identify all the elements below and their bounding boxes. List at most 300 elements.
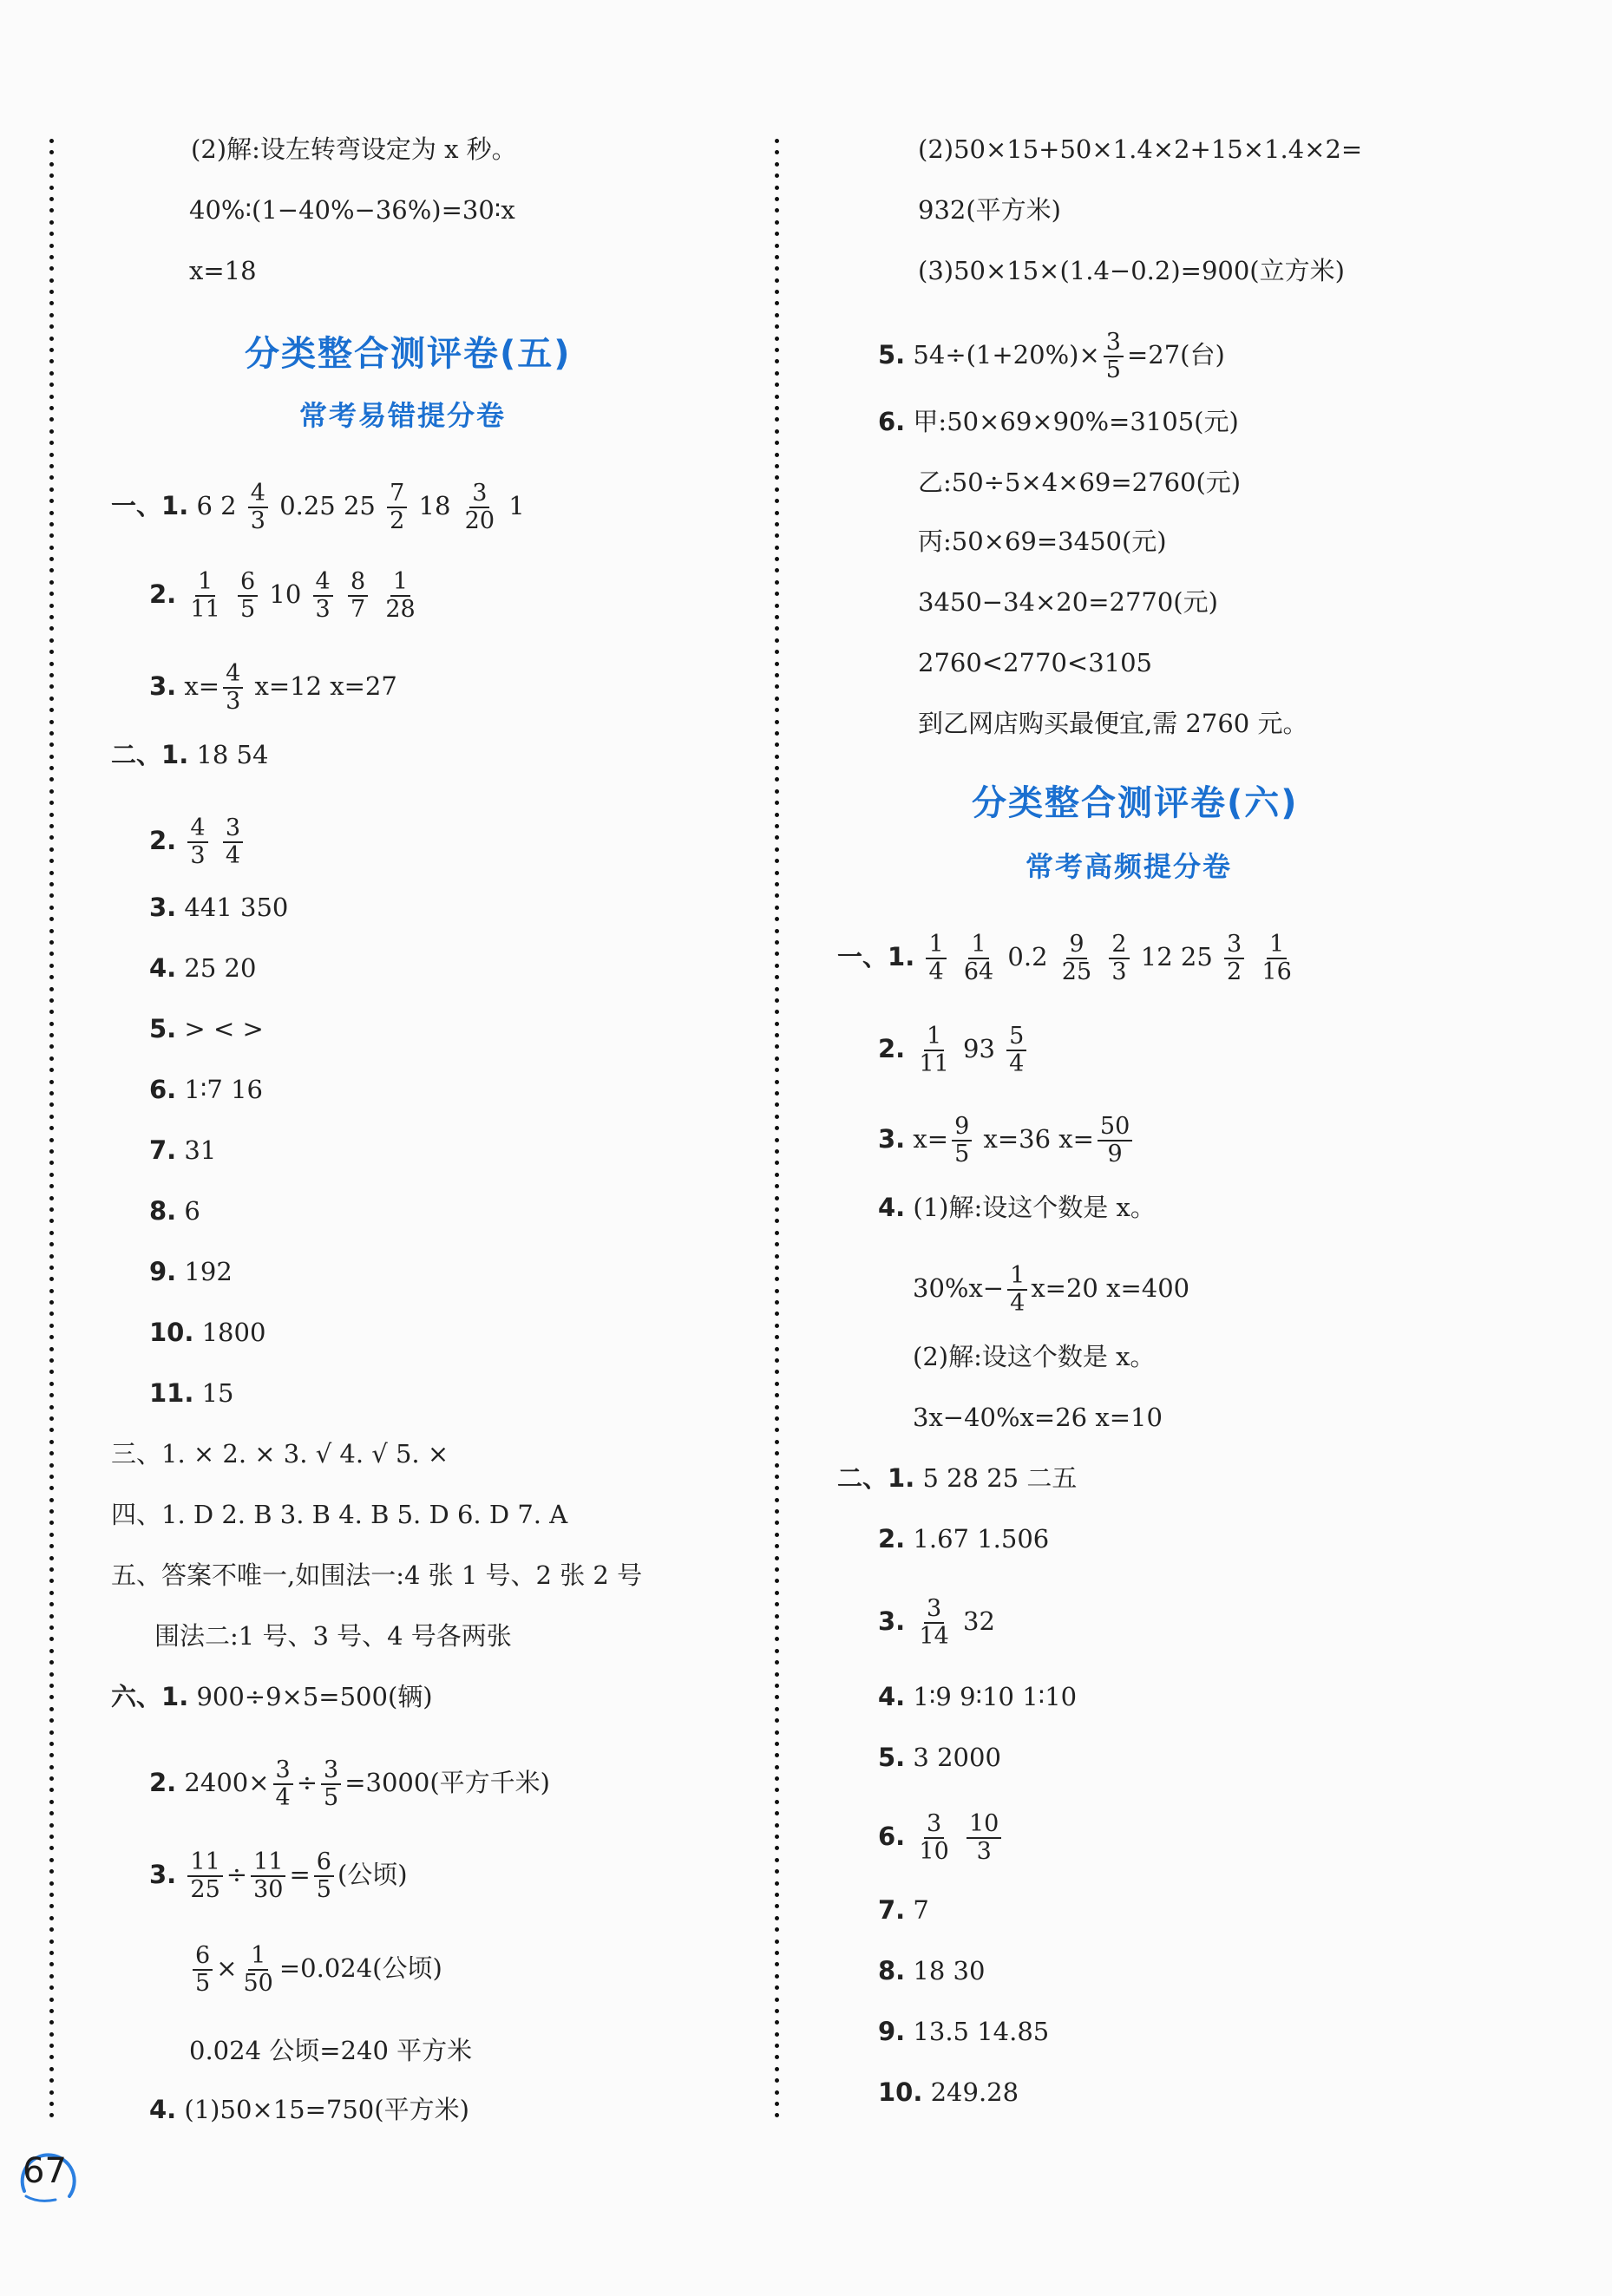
dot (775, 662, 779, 666)
dot (775, 1904, 779, 1908)
dot (49, 1718, 54, 1723)
part-label: 一、 (111, 491, 162, 520)
dot (49, 1788, 54, 1792)
item-number: 10. (149, 1318, 194, 1347)
dot (49, 220, 54, 225)
answer-line: (3)50×15×(1.4−0.2)=900(立方米) (918, 256, 1345, 285)
dot (775, 453, 779, 457)
item-number: 1. (888, 942, 915, 971)
question-row (878, 406, 1239, 437)
item-number: 4. (149, 953, 177, 983)
part-label: 二、 (837, 1463, 888, 1493)
section-subtitle-6: 常考高频提分卷 (1026, 850, 1233, 883)
dot (775, 1869, 779, 1874)
answer-text: 7 (913, 1895, 929, 1925)
section-title-6: 分类整合测评卷(六) (972, 783, 1299, 823)
dot (775, 197, 779, 201)
fraction (223, 661, 243, 715)
dot (49, 244, 54, 248)
answer-text: x=36 x= (983, 1124, 1094, 1154)
dot (775, 1138, 779, 1142)
dot (775, 1730, 779, 1735)
answer-text: 93 (963, 1034, 995, 1063)
dot (775, 278, 779, 283)
dot (49, 1115, 54, 1119)
denominator: 5 (954, 1141, 970, 1168)
dot (49, 1544, 54, 1548)
dot (49, 1846, 54, 1850)
dot (775, 1521, 779, 1525)
numerator: 3 (469, 481, 489, 508)
dot (49, 1637, 54, 1641)
fraction (926, 932, 946, 985)
dot (775, 1742, 779, 1746)
dot (49, 813, 54, 817)
dot (775, 1080, 779, 1084)
question-row (149, 1849, 408, 1903)
dot (775, 1451, 779, 1455)
answer-line: 40%∶(1−40%−36%)=30∶x (189, 195, 515, 225)
dot (775, 673, 779, 677)
question-row (878, 1742, 1001, 1773)
dot (775, 511, 779, 515)
dot (49, 1393, 54, 1397)
dot (49, 1614, 54, 1619)
numerator: 4 (313, 569, 333, 597)
dot (49, 626, 54, 631)
item-number: 2. (149, 1768, 177, 1797)
dot (775, 882, 779, 886)
dot (49, 1649, 54, 1653)
question-row (149, 1317, 265, 1348)
answer-line: (2)解:设左转弯设定为 x 秒。 (191, 134, 517, 164)
part-label: 六、 (111, 1682, 162, 1711)
dot (775, 813, 779, 817)
dot (775, 1718, 779, 1723)
left-dotted-margin (49, 139, 55, 2125)
dot (49, 2020, 54, 2025)
dot (49, 1742, 54, 1746)
item-number: 4. (878, 1193, 906, 1222)
dot (49, 1904, 54, 1908)
numerator: 8 (348, 569, 368, 597)
numerator: 50 (1098, 1114, 1132, 1141)
dot (775, 766, 779, 770)
dot (49, 173, 54, 178)
dot (775, 708, 779, 712)
fraction (383, 569, 417, 623)
answer-text: 15 (201, 1378, 234, 1408)
dot (49, 348, 54, 352)
dot (49, 929, 54, 933)
dot (49, 139, 54, 143)
answer-line: 2760<2770<3105 (918, 648, 1153, 677)
dot (49, 1091, 54, 1096)
dot (49, 337, 54, 341)
dot (49, 917, 54, 921)
dot (775, 546, 779, 550)
dot (775, 208, 779, 213)
denominator: 3 (315, 596, 331, 623)
answer-text: 6 2 (196, 491, 237, 520)
denominator: 16 (1261, 958, 1292, 985)
dot (775, 2078, 779, 2083)
dot (49, 673, 54, 677)
fraction (1109, 932, 1129, 985)
dot (49, 871, 54, 875)
dot (775, 1463, 779, 1468)
denominator: 5 (195, 1970, 211, 1997)
dot (775, 1382, 779, 1386)
answer-text: ÷ (226, 1860, 248, 1889)
numerator: 1 (195, 569, 215, 597)
dot (775, 1231, 779, 1235)
dot (49, 441, 54, 445)
dot (49, 1486, 54, 1490)
dot (49, 987, 54, 991)
dot (775, 1881, 779, 1886)
dot (49, 1927, 54, 1932)
answer-text: =0.024(公顷) (278, 1953, 442, 1983)
dot (775, 1440, 779, 1444)
dot (49, 1916, 54, 1920)
dot (775, 441, 779, 445)
answer-text: 25 20 (184, 953, 257, 983)
dot (775, 580, 779, 585)
question-row (149, 892, 288, 923)
dot (775, 1475, 779, 1479)
dot (775, 2009, 779, 2013)
question-row (913, 1263, 1189, 1317)
dot (49, 952, 54, 956)
dot (49, 1672, 54, 1677)
dot (49, 1312, 54, 1316)
dot (49, 1475, 54, 1479)
dot (775, 1637, 779, 1641)
fraction (1259, 932, 1294, 985)
dot (49, 475, 54, 480)
denominator: 30 (253, 1876, 284, 1903)
dot (775, 371, 779, 376)
denominator: 3 (1111, 958, 1127, 985)
dot (775, 568, 779, 572)
answer-text: =3000(平方千米) (344, 1768, 550, 1797)
answer-text: ÷ (296, 1768, 318, 1797)
dot (49, 1382, 54, 1386)
dot (49, 1985, 54, 1990)
dot (775, 2102, 779, 2106)
dot (775, 1998, 779, 2002)
dot (775, 789, 779, 794)
dot (49, 383, 54, 387)
dot (775, 557, 779, 561)
dot (49, 487, 54, 492)
item-number: 1. (161, 740, 189, 769)
numerator: 3 (321, 1757, 341, 1785)
dot (49, 1428, 54, 1432)
dot (49, 789, 54, 794)
question-row (878, 1114, 1136, 1168)
dot (49, 1893, 54, 1897)
denominator: 3 (976, 1838, 992, 1865)
dot (775, 975, 779, 979)
fraction (462, 481, 497, 534)
question-row (878, 1955, 985, 1986)
dot (775, 684, 779, 689)
dot (775, 1846, 779, 1850)
question-row (878, 1681, 1077, 1712)
section-subtitle-5: 常考易错提分卷 (299, 399, 507, 432)
dot (775, 1010, 779, 1014)
dot (49, 1207, 54, 1212)
dot (49, 742, 54, 747)
question-row (837, 1462, 1077, 1494)
answer-text: 0.25 25 (279, 491, 376, 520)
numerator: 1 (968, 932, 988, 959)
dot (49, 1010, 54, 1014)
dot (775, 1416, 779, 1421)
dot (775, 952, 779, 956)
dot (775, 1985, 779, 1990)
dot (775, 1335, 779, 1339)
dot (49, 1068, 54, 1072)
item-number: 1. (161, 1682, 189, 1711)
page-number-badge (17, 2142, 82, 2207)
item-number: 5. (878, 1743, 906, 1772)
dot (49, 2009, 54, 2013)
dot (775, 2055, 779, 2059)
answer-line: 三、1. × 2. × 3. √ 4. √ 5. × (111, 1439, 449, 1469)
dot (775, 244, 779, 248)
dot (49, 662, 54, 666)
dot (49, 1498, 54, 1502)
fraction (916, 1596, 951, 1650)
dot (49, 1579, 54, 1583)
question-row (878, 2016, 1049, 2047)
numerator: 9 (952, 1114, 972, 1141)
answer-text: 900÷9×5=500(辆) (196, 1682, 433, 1711)
item-number: 2. (878, 1034, 906, 1063)
fraction (916, 1024, 951, 1077)
dot (49, 998, 54, 1003)
dot (49, 835, 54, 840)
dot (49, 1080, 54, 1084)
dot (775, 1428, 779, 1432)
item-number: 6. (878, 407, 906, 436)
dot (775, 2090, 779, 2095)
dot (49, 1823, 54, 1828)
dot (49, 1335, 54, 1339)
question-row (149, 1377, 234, 1409)
numerator: 3 (1224, 932, 1244, 959)
dot (775, 824, 779, 828)
dot (49, 301, 54, 305)
answer-text: 18 30 (913, 1956, 986, 1985)
question-row (149, 1195, 200, 1226)
dot (775, 1161, 779, 1165)
dot (49, 313, 54, 317)
dot (775, 1788, 779, 1792)
dot (775, 917, 779, 921)
dot (49, 731, 54, 736)
question-row (878, 1596, 995, 1650)
item-number: 6. (149, 1075, 177, 1104)
fraction (1224, 932, 1244, 985)
dot (49, 1869, 54, 1874)
dot (49, 708, 54, 712)
dot (775, 1347, 779, 1351)
dot (775, 255, 779, 259)
denominator: 5 (1105, 357, 1121, 383)
question-row (149, 1256, 233, 1287)
dot (775, 1951, 779, 1955)
dot (775, 1974, 779, 1979)
dot (775, 1823, 779, 1828)
fraction (967, 1811, 1001, 1865)
dot (775, 1405, 779, 1410)
question-row (837, 932, 1298, 985)
dot (775, 2020, 779, 2025)
dot (775, 1324, 779, 1328)
answer-text: 54÷(1+20%)× (913, 340, 1100, 370)
dot (49, 2090, 54, 2095)
item-number: 10. (878, 2077, 923, 2107)
dot (49, 2055, 54, 2059)
numerator: 6 (314, 1849, 334, 1877)
dot (49, 1370, 54, 1374)
dot (775, 1707, 779, 1711)
dot (49, 847, 54, 852)
dot (775, 1858, 779, 1862)
answer-text: (公顷) (337, 1860, 408, 1889)
dot (49, 278, 54, 283)
dot (49, 1533, 54, 1537)
dot (775, 162, 779, 167)
dot (775, 2067, 779, 2071)
fraction (193, 1943, 213, 1997)
dot (775, 929, 779, 933)
numerator: 1 (924, 1024, 944, 1051)
dot (775, 1672, 779, 1677)
denominator: 4 (1009, 1050, 1025, 1077)
dot (775, 173, 779, 178)
answer-text: 249.28 (930, 2077, 1019, 2107)
dot (49, 1358, 54, 1363)
dot (775, 301, 779, 305)
dot (49, 1998, 54, 2002)
dot (775, 1044, 779, 1049)
dot (775, 313, 779, 317)
denominator: 25 (190, 1876, 220, 1903)
fraction (223, 815, 243, 869)
dot (49, 2067, 54, 2071)
dot (775, 533, 779, 538)
answer-text: (1)50×15=750(平方米) (184, 2095, 469, 2124)
answer-line: x=18 (189, 256, 257, 285)
dot (49, 1962, 54, 1966)
answer-text: 1.67 1.506 (913, 1524, 1050, 1554)
dot (775, 626, 779, 631)
dot (775, 1486, 779, 1490)
dot (775, 1196, 779, 1200)
dot (49, 568, 54, 572)
dot (775, 1509, 779, 1514)
dot (775, 1567, 779, 1572)
dot (775, 650, 779, 654)
dot (775, 395, 779, 399)
answer-text: =27(台) (1126, 340, 1225, 370)
dot (775, 139, 779, 143)
dot (775, 1927, 779, 1932)
denominator: 4 (275, 1784, 291, 1811)
numerator: 11 (187, 1849, 222, 1877)
fraction (187, 569, 222, 623)
answer-text: 3 2000 (913, 1743, 1001, 1772)
dot (49, 1695, 54, 1699)
dot (49, 1161, 54, 1165)
dot (49, 546, 54, 550)
dot (775, 290, 779, 294)
denominator: 4 (1010, 1290, 1026, 1317)
answer-line: 到乙网店购买最便宜,需 2760 元。 (918, 709, 1308, 738)
denominator: 11 (919, 1050, 949, 1077)
answer-text: 441 350 (184, 893, 289, 922)
numerator: 3 (924, 1596, 944, 1624)
dot (49, 1416, 54, 1421)
dot (49, 1939, 54, 1944)
question-row (149, 661, 397, 715)
answer-text: x=12 x=27 (254, 671, 397, 701)
dot (49, 1776, 54, 1781)
answer-text: 12 25 (1140, 942, 1213, 971)
dot (775, 337, 779, 341)
answer-text: 甲:50×69×90%=3105(元) (913, 407, 1239, 436)
dot (775, 1358, 779, 1363)
question-row (878, 2077, 1019, 2108)
dot (775, 1266, 779, 1270)
dot (775, 1649, 779, 1653)
dot (775, 2032, 779, 2037)
dot (775, 998, 779, 1003)
fraction (314, 1849, 334, 1903)
answer-text: x=20 x=400 (1031, 1273, 1190, 1303)
dot (775, 1800, 779, 1804)
page-number: 67 (23, 2151, 67, 2191)
answer-text: 10 (269, 579, 302, 609)
dot (775, 1811, 779, 1815)
numerator: 4 (223, 661, 243, 689)
dot (775, 1091, 779, 1096)
dot (775, 1068, 779, 1072)
dot (49, 2102, 54, 2106)
answer-text: 6 (184, 1196, 200, 1226)
question-row (878, 1523, 1049, 1554)
denominator: 5 (324, 1784, 339, 1811)
dot (775, 615, 779, 619)
numerator: 9 (1066, 932, 1086, 959)
dot (775, 475, 779, 480)
dot (775, 1765, 779, 1769)
answer-line: 围法二:1 号、3 号、4 号各两张 (154, 1621, 512, 1651)
dot (775, 1312, 779, 1316)
dot (775, 324, 779, 329)
answer-line: 四、1. D 2. B 3. B 4. B 5. D 6. D 7. A (111, 1500, 568, 1529)
dot (775, 906, 779, 910)
dot (775, 1033, 779, 1037)
dot (775, 1753, 779, 1757)
denominator: 10 (919, 1838, 949, 1865)
item-number: 1. (888, 1463, 915, 1493)
